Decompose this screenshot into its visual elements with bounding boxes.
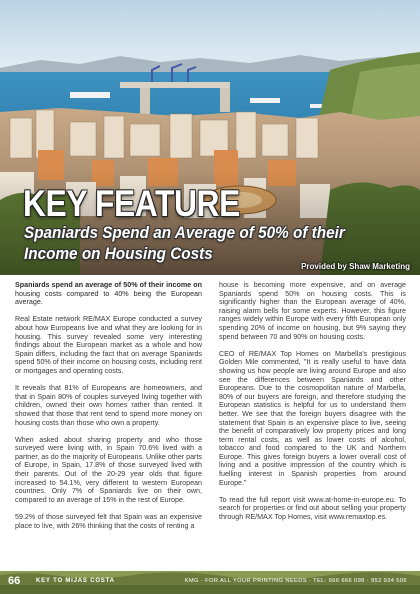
article-paragraph: When asked about sharing property and who those surveyed were living with, in Spain 70.6% lived with a partner, as do the majority of Europeans. Unlike other parts of Europe, in Spain, 17.8% of those surveyed lived with their parents. Out of the 20-29 year olds that figure increased to 54.1%, very different to western European countries. Only 7% of Spaniards live on their own, compared to an average of 15% in the rest of Europe. bbox=[15, 435, 202, 504]
photo-credit: Provided by Shaw Marketing bbox=[301, 262, 410, 271]
section-kicker: KEY FEATURE bbox=[23, 183, 240, 224]
page-number: 66 bbox=[8, 575, 21, 587]
article-paragraph: 59.2% of those surveyed felt that Spain was an expensive place to live, with 26% thinking that the costs of renting a bbox=[15, 513, 202, 530]
hero-photo bbox=[0, 0, 420, 275]
page-footer bbox=[0, 571, 420, 594]
magazine-title: KEY TO MIJAS COSTA bbox=[36, 578, 115, 584]
article-paragraph: Real Estate network RE/MAX Europe conducted a survey about how Europeans live and what they are looking for in housing. This survey revealed some very interesting findings about the European market as a whole and how Spain differs, including the fact that on average Spaniards spend 50% of their income on housing costs, including rent or mortgages and operating costs. bbox=[15, 315, 202, 375]
article-column-left bbox=[15, 281, 202, 565]
article-paragraph: CEO of RE/MAX Top Homes on Marbella's prestigious Golden Mile commented, "It is really useful to have data showing us how people are living around Europe and also see the differences between Spaniards and other Europeans. Due to the cosmopolitan nature of Marbella, 80% of our buyers are foreign, and therefore studying the European statistics is helpful for us to understand them better. We see that the foreign buyers disagree with the statement that Spain is an expensive place to live, seeing the benefit of comparatively low property prices and long term rental costs, as well as lower costs of alcohol, tobacco and food compared to the UK and Northern Europe. This gives foreign buyers a lower overall cost of living and a positive impression of the country which is fuelling interest in Spanish properties from around Europe." bbox=[219, 349, 406, 487]
article-headline: Spaniards Spend an Average of 50% of their Income on Housing Costs bbox=[24, 223, 345, 263]
article-paragraph: house is becoming more expensive, and on average Spaniards spend 50% on housing costs. This is significantly higher than the European average of 40%, raising alarm bells for some experts. However, this figure ranges widely within Europe with every fifth European only spending 20% of income on housing, but 9% saying they spend between 70 and 90% on housing costs. bbox=[219, 281, 406, 341]
article-paragraph: To read the full report visit www.at-home-in-europe.eu. To search for properties or find out about selling your property through RE/MAX Top Homes, visit www.remaxtop.es. bbox=[219, 495, 406, 522]
lead-rest-text: housing costs compared to 40% being the European average. bbox=[15, 289, 202, 307]
article-paragraph: It reveals that 81% of Europeans are homeowners, and that in Spain 80% of couples surveyed living together with children, owned their own homes rather than rented. It showed that those that rent tend to spend more money on housing costs than those who own a property. bbox=[15, 384, 202, 427]
article-column-right bbox=[219, 281, 406, 565]
article-lead bbox=[15, 281, 202, 307]
footer-advert: KMG · FOR ALL YOUR PRINTING NEEDS · TEL: 666 666 098 · 952 934 506 bbox=[184, 578, 407, 584]
lead-bold-text: Spaniards spend an average of 50% of their income on bbox=[15, 281, 202, 289]
